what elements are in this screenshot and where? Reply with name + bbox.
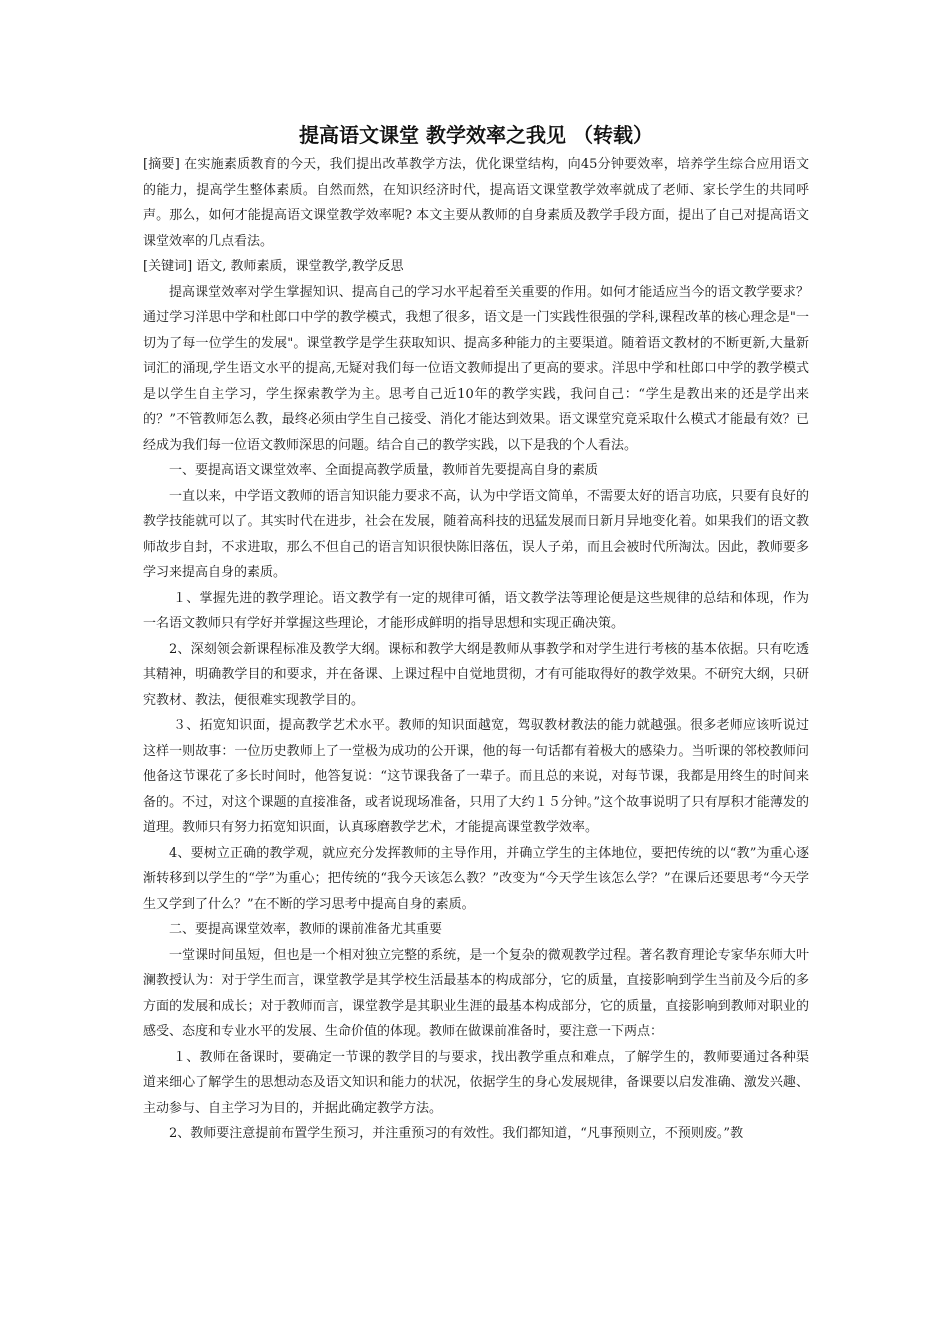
keywords-paragraph: [关键词] 语文, 教师素质，课堂教学,教学反思 <box>143 259 404 274</box>
abstract-paragraph: [摘要] 在实施素质教育的今天，我们提出改革教学方法，优化课堂结构，向45分钟要效率，培养学生综合应用语文的能力，提高学生整体素质。自然而然，在知识经济时代，提高语文课堂教学效率就成了老师、家长学生的共同呼声。那么，如何才能提高语文课堂教学效率呢? 本文主要从教师的自身素质及教学手段方面，提出了自己对提高语文课堂效率的几点看法。 <box>143 157 809 249</box>
point-4-paragraph: 4、要树立正确的教学观，就应充分发挥教师的主导作用，并确立学生的主体地位，要把传统的以“教”为重心逐渐转移到以学生的“学”为重心；把传统的“我今天该怎么教？”改变为“今天学生该怎么学？”在课后还要思考“今天学生又学到了什么？”在不断的学习思考中提高自身的素质。 <box>143 845 809 912</box>
point-2-paragraph: 2、深刻领会新课程标准及教学大纲。课标和教学大纲是教师从事教学和对学生进行考核的基本依据。只有吃透其精神，明确教学目的和要求，并在备课、上课过程中自觉地贯彻，才有可能取得好的教学效果。不研究大纲，只研究教材、教法，便很难实现教学目的。 <box>143 641 809 708</box>
point-3-paragraph: ３、拓宽知识面，提高教学艺术水平。教师的知识面越宽，驾驭教材教法的能力就越强。很多老师应该听说过这样一则故事：一位历史教师上了一堂极为成功的公开课，他的每一句话都有着极大的感染力。当听课的邻校教师问他备这节课花了多长时间时，他答复说：“这节课我备了一辈子。而且总的来说，对每节课，我都是用终生的时间来备的。不过，对这个课题的直接准备，或者说现场准备，只用了大约１５分钟。”这个故事说明了只有厚积才能薄发的道理。教师只有努力拓宽知识面，认真琢磨教学艺术，才能提高课堂教学效率。 <box>143 718 809 835</box>
point-1-paragraph: １、掌握先进的教学理论。语文教学有一定的规律可循，语文教学法等理论便是这些规律的总结和体现，作为一名语文教师只有学好并掌握这些理论，才能形成鲜明的指导思想和实现正确决策。 <box>143 590 809 631</box>
section-2-paragraph: 一堂课时间虽短，但也是一个相对独立完整的系统，是一个复杂的微观教学过程。著名教育理论专家华东师大叶澜教授认为：对于学生而言，课堂教学是其学校生活最基本的构成部分，它的质量，直接影响到学生当前及今后的多方面的发展和成长；对于教师而言，课堂教学是其职业生涯的最基本构成部分，它的质量，直接影响到教师对职业的感受、态度和专业水平的发展、生命价值的体现。教师在做课前准备时，要注意一下两点： <box>143 947 809 1039</box>
prep-point-1-paragraph: １、教师在备课时，要确定一节课的教学目的与要求，找出教学重点和难点，了解学生的，教师要通过各种渠道来细心了解学生的思想动态及语文知识和能力的状况，依据学生的身心发展规律，备课要以启发准确、激发兴趣、主动参与、自主学习为目的，并据此确定教学方法。 <box>143 1049 809 1116</box>
section-1-paragraph: 一直以来，中学语文教师的语言知识能力要求不高，认为中学语文简单，不需要太好的语言功底，只要有良好的教学技能就可以了。其实时代在进步，社会在发展，随着高科技的迅猛发展而日新月异地变化着。如果我们的语文教师故步自封，不求进取，那么不但自己的语言知识很快陈旧落伍，误人子弟，而且会被时代所淘汰。因此，教师要多学习来提高自身的素质。 <box>143 488 809 580</box>
section-heading-1: 一、要提高语文课堂效率、全面提高教学质量，教师首先要提高自身的素质 <box>169 463 599 478</box>
document-title: 提高语文课堂 教学效率之我见 （转载） <box>299 123 653 147</box>
intro-paragraph: 提高课堂效率对学生掌握知识、提高自己的学习水平起着至关重要的作用。如何才能适应当今的语文教学要求？通过学习洋思中学和杜郎口中学的教学模式，我想了很多，语文是一门实践性很强的学科,课程改革的核心理念是"一切为了每一位学生的发展"。课堂教学是学生获取知识、提高多种能力的主要渠道。随着语文教材的不断更新,大量新词汇的涌现,学生语文水平的提高,无疑对我们每一位语文教师提出了更高的要求。洋思中学和杜郎口中学的教学模式是以学生自主学习，学生探索教学为主。思考自己近10年的教学实践，我问自己：“学生是教出来的还是学出来的？”不管教师怎么教，最终必须由学生自己接受、消化才能达到效果。语文课堂究竟采取什么模式才能最有效？已经成为我们每一位语文教师深思的问题。结合自己的教学实践，以下是我的个人看法。 <box>143 284 809 453</box>
prep-point-2-paragraph: 2、教师要注意提前布置学生预习，并注重预习的有效性。我们都知道，“凡事预则立，不预则废。”教 <box>169 1126 744 1141</box>
document-page <box>143 120 809 1147</box>
section-heading-2: 二、要提高课堂效率，教师的课前准备尤其重要 <box>169 922 443 937</box>
